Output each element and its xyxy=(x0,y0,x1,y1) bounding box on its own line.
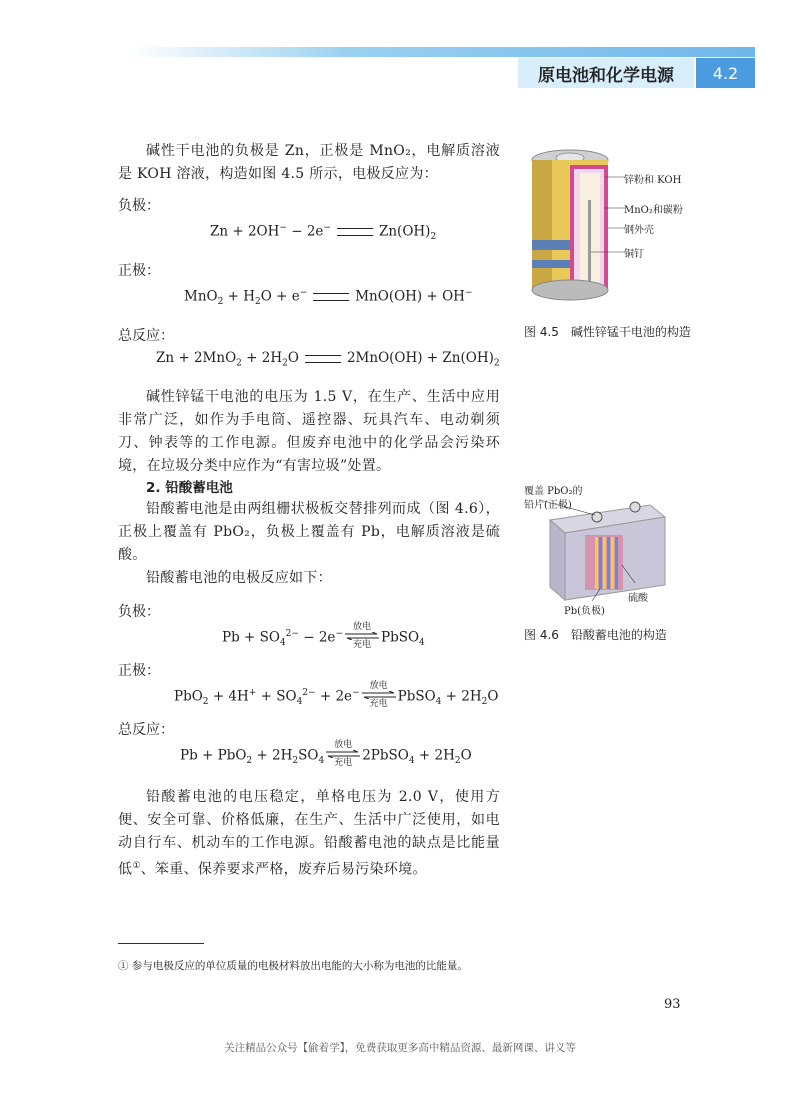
chapter-title: 原电池和化学电源 xyxy=(518,58,694,88)
callout-pb-negative: Pb(负极) xyxy=(564,606,605,617)
paragraph-alkaline-intro: 碱性干电池的负极是 Zn，正极是 MnO₂，电解质溶液是 KOH 溶液，构造如图 4.5 所示，电极反应为： xyxy=(118,143,500,182)
section-number: 4.2 xyxy=(696,58,755,88)
page-footer: 关注精品公众号【偷着学】，免费获取更多高中精品资源、最新网课、讲义等 xyxy=(224,1042,576,1054)
callout-copper-nail: 铜钉 xyxy=(624,249,644,260)
reversible-arrow-2: 放电 充电 xyxy=(362,681,396,709)
equation-alkaline-negative: Zn + 2OH− − 2e− $Zn(OH)_2$ xyxy=(210,223,437,243)
callout-mno2-carbon: MnO₂和碳粉 xyxy=(624,205,683,216)
footnote-divider xyxy=(118,943,204,944)
callout-pbo2-plate: 覆盖 PbO₂的 xyxy=(524,486,583,497)
header-stripe xyxy=(130,47,755,57)
figure-4-5-caption: 图 4.5 碱性锌锰干电池的构造 xyxy=(524,325,691,339)
reversible-arrow-1: 放电 充电 xyxy=(345,622,379,650)
figure-4-6-caption: 图 4.6 铅酸蓄电池的构造 xyxy=(524,628,667,642)
alkaline-battery-illustration xyxy=(515,140,625,315)
lead-acid-battery-illustration xyxy=(540,495,675,605)
footnote: ① 参与电极反应的单位质量的电极材料放出电能的大小称为电池的比能量。 xyxy=(118,960,468,972)
page-number: 93 xyxy=(664,997,681,1012)
label-positive: 正极： xyxy=(118,263,160,280)
equation-lead-negative: $Pb + SO_4^{2-} - 2e^-$ 放电 充电 PbSO$_4$ xyxy=(222,622,425,651)
label-total-2: 总反应： xyxy=(118,722,174,739)
callout-sulfuric-acid: 硫酸 xyxy=(628,593,648,604)
equation-alkaline-positive: $MnO_2 + H_2O + e^-$ MnO(OH) + OH− xyxy=(184,288,473,308)
label-negative: 负极： xyxy=(118,198,160,214)
paragraph-lead-acid-properties: 铅酸蓄电池的电压稳定，单格电压为 2.0 V，使用方便、安全可靠、价格低廉，在生产、生活中广泛使用，如电动自行车、机动车的工作电源。铅酸蓄电池的缺点是比能量低①、笨重、保养要求严格，废弃后易污染环境。 xyxy=(118,788,500,878)
main-text xyxy=(118,140,500,881)
footnote-marker[interactable]: ① xyxy=(132,860,141,871)
callout-positive-plate: 铅片(正极) xyxy=(524,500,572,511)
section-heading-lead-acid: 2. 铅酸蓄电池 xyxy=(146,480,233,497)
label-negative-2: 负极： xyxy=(118,604,160,621)
callout-steel-shell: 钢外壳 xyxy=(624,225,654,236)
equation-lead-positive: $PbO_2 + 4H^+ + SO_4^{2-} + 2e^-$ 放电 充电 PbSO$_4$ + $2H_2O$ xyxy=(174,681,499,710)
label-total: 总反应： xyxy=(118,328,174,345)
reversible-arrow-3: 放电 充电 xyxy=(326,740,360,768)
paragraph-lead-acid-reactions: 铅酸蓄电池的电极反应如下： xyxy=(146,570,332,587)
paragraph-lead-acid-intro: 铅酸蓄电池是由两组栅状极板交替排列而成（图 4.6），正极上覆盖有 PbO₂，负极上覆盖有 Pb，电解质溶液是硫酸。 xyxy=(118,501,500,564)
callout-zinc-koh: 锌粉和 KOH xyxy=(624,175,682,186)
paragraph-alkaline-uses: 碱性锌锰干电池的电压为 1.5 V，在生产、生活中应用非常广泛，如作为手电筒、遥控器、玩具汽车、电动剃须刀、钟表等的工作电源。但废弃电池中的化学品会污染环境，在垃圾分类中应作为“有害垃圾”处置。 xyxy=(118,389,500,475)
equation-alkaline-total: $Zn + 2MnO_2 + 2H_2O$ $2MnO(OH) + Zn(OH)_2$ xyxy=(156,350,500,370)
equation-lead-total: $Pb + PbO_2 + 2H_2SO_4$ 放电 充电 2PbSO$_4$ + $2H_2O$ xyxy=(180,740,472,769)
label-positive-2: 正极： xyxy=(118,663,160,680)
